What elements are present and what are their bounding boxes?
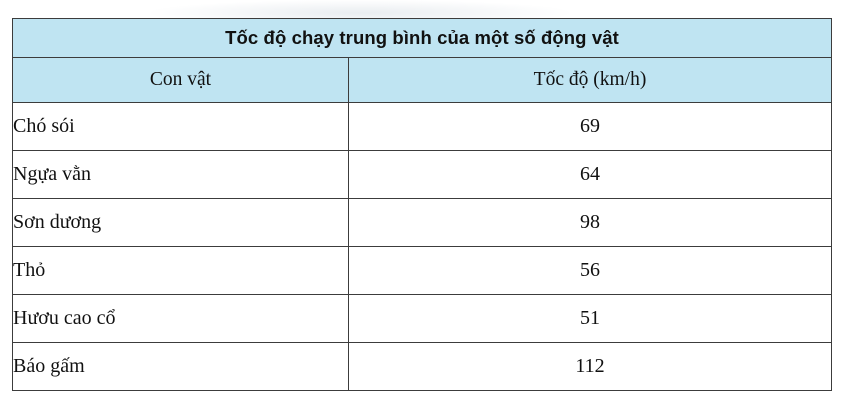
cell-speed: 112 (349, 343, 832, 391)
cell-animal: Hươu cao cổ (13, 295, 349, 343)
cell-animal: Ngựa vằn (13, 151, 349, 199)
column-header-animal: Con vật (13, 58, 349, 103)
table-row (13, 103, 832, 151)
cell-animal: Sơn dương (13, 199, 349, 247)
cell-speed: 51 (349, 295, 832, 343)
cell-speed: 56 (349, 247, 832, 295)
table-row (13, 199, 832, 247)
animal-speed-table (12, 18, 832, 391)
cell-speed: 98 (349, 199, 832, 247)
cell-speed: 64 (349, 151, 832, 199)
table-title-row (13, 19, 832, 58)
table-row (13, 247, 832, 295)
table-row (13, 343, 832, 391)
table-row (13, 151, 832, 199)
table-row (13, 295, 832, 343)
column-header-speed: Tốc độ (km/h) (349, 58, 832, 103)
table-header-row (13, 58, 832, 103)
table-title: Tốc độ chạy trung bình của một số động vật (13, 19, 832, 58)
cell-animal: Chó sói (13, 103, 349, 151)
cell-animal: Báo gấm (13, 343, 349, 391)
cell-animal: Thỏ (13, 247, 349, 295)
cell-speed: 69 (349, 103, 832, 151)
